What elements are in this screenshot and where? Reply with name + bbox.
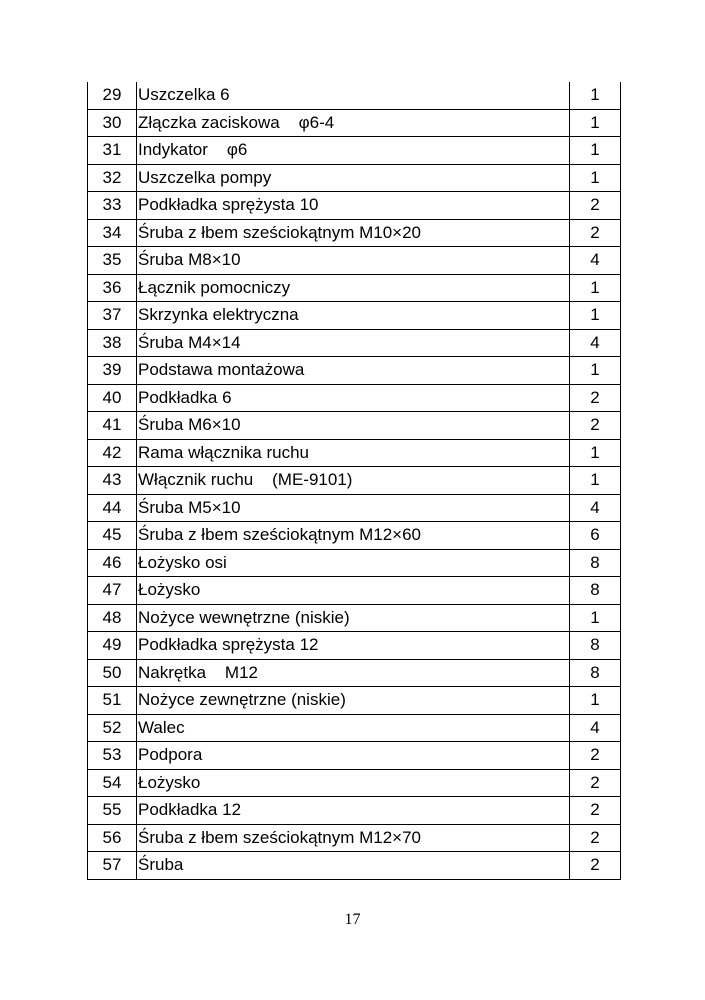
table-row [88, 659, 621, 687]
part-name-cell: Łożysko osi [137, 549, 570, 577]
part-number-cell: 29 [88, 82, 137, 109]
part-name-cell: Łożysko [137, 769, 570, 797]
part-quantity-cell: 1 [570, 82, 621, 109]
part-quantity-cell: 4 [570, 714, 621, 742]
part-quantity-cell: 8 [570, 549, 621, 577]
part-number-cell: 45 [88, 522, 137, 550]
part-name-cell: Śruba [137, 852, 570, 880]
part-number-cell: 54 [88, 769, 137, 797]
table-row [88, 82, 621, 109]
table-row [88, 824, 621, 852]
part-name-cell: Uszczelka 6 [137, 82, 570, 109]
table-row [88, 494, 621, 522]
table-row [88, 769, 621, 797]
table-row [88, 439, 621, 467]
table-row [88, 852, 621, 880]
page-number: 17 [344, 911, 361, 928]
table-row [88, 219, 621, 247]
part-quantity-cell: 1 [570, 439, 621, 467]
part-number-cell: 30 [88, 109, 137, 137]
table-row [88, 247, 621, 275]
table-row [88, 357, 621, 385]
part-quantity-cell: 2 [570, 797, 621, 825]
part-name-cell: Podkładka 6 [137, 384, 570, 412]
part-name-cell: Włącznik ruchu (ME-9101) [137, 467, 570, 495]
part-number-cell: 43 [88, 467, 137, 495]
part-name-cell: Podkładka sprężysta 12 [137, 632, 570, 660]
part-quantity-cell: 1 [570, 687, 621, 715]
part-number-cell: 50 [88, 659, 137, 687]
part-number-cell: 38 [88, 329, 137, 357]
part-number-cell: 57 [88, 852, 137, 880]
part-number-cell: 35 [88, 247, 137, 275]
part-number-cell: 37 [88, 302, 137, 330]
part-number-cell: 44 [88, 494, 137, 522]
part-quantity-cell: 2 [570, 219, 621, 247]
part-name-cell: Podkładka sprężysta 10 [137, 192, 570, 220]
table-row [88, 192, 621, 220]
part-quantity-cell: 2 [570, 769, 621, 797]
part-name-cell: Łożysko [137, 577, 570, 605]
part-number-cell: 32 [88, 164, 137, 192]
part-name-cell: Walec [137, 714, 570, 742]
part-number-cell: 34 [88, 219, 137, 247]
part-number-cell: 33 [88, 192, 137, 220]
part-number-cell: 40 [88, 384, 137, 412]
part-quantity-cell: 6 [570, 522, 621, 550]
part-number-cell: 48 [88, 604, 137, 632]
part-name-cell: Nożyce zewnętrzne (niskie) [137, 687, 570, 715]
table-row [88, 137, 621, 165]
part-quantity-cell: 1 [570, 137, 621, 165]
table-row [88, 164, 621, 192]
part-number-cell: 46 [88, 549, 137, 577]
part-quantity-cell: 2 [570, 824, 621, 852]
part-name-cell: Śruba M4×14 [137, 329, 570, 357]
part-quantity-cell: 1 [570, 109, 621, 137]
table-row [88, 742, 621, 770]
table-row [88, 109, 621, 137]
part-name-cell: Śruba z łbem sześciokątnym M12×70 [137, 824, 570, 852]
part-name-cell: Nożyce wewnętrzne (niskie) [137, 604, 570, 632]
part-number-cell: 53 [88, 742, 137, 770]
part-quantity-cell: 8 [570, 577, 621, 605]
part-name-cell: Nakrętka M12 [137, 659, 570, 687]
table-row [88, 329, 621, 357]
part-number-cell: 41 [88, 412, 137, 440]
part-quantity-cell: 2 [570, 192, 621, 220]
part-name-cell: Śruba z łbem sześciokątnym M10×20 [137, 219, 570, 247]
part-quantity-cell: 4 [570, 247, 621, 275]
part-name-cell: Złączka zaciskowa φ6-4 [137, 109, 570, 137]
parts-table-body [88, 82, 621, 879]
table-row [88, 412, 621, 440]
part-number-cell: 55 [88, 797, 137, 825]
table-row [88, 714, 621, 742]
part-quantity-cell: 1 [570, 467, 621, 495]
part-name-cell: Śruba M6×10 [137, 412, 570, 440]
part-quantity-cell: 2 [570, 852, 621, 880]
part-name-cell: Podstawa montażowa [137, 357, 570, 385]
part-name-cell: Rama włącznika ruchu [137, 439, 570, 467]
part-number-cell: 42 [88, 439, 137, 467]
part-quantity-cell: 1 [570, 357, 621, 385]
part-number-cell: 36 [88, 274, 137, 302]
part-number-cell: 51 [88, 687, 137, 715]
part-quantity-cell: 1 [570, 302, 621, 330]
part-quantity-cell: 2 [570, 412, 621, 440]
part-name-cell: Skrzynka elektryczna [137, 302, 570, 330]
part-number-cell: 47 [88, 577, 137, 605]
table-row [88, 687, 621, 715]
table-row [88, 797, 621, 825]
table-row [88, 549, 621, 577]
part-quantity-cell: 2 [570, 384, 621, 412]
parts-table [87, 82, 621, 880]
part-quantity-cell: 2 [570, 742, 621, 770]
part-number-cell: 56 [88, 824, 137, 852]
part-name-cell: Indykator φ6 [137, 137, 570, 165]
part-number-cell: 49 [88, 632, 137, 660]
table-row [88, 522, 621, 550]
part-number-cell: 52 [88, 714, 137, 742]
part-quantity-cell: 1 [570, 604, 621, 632]
table-row [88, 632, 621, 660]
part-name-cell: Śruba M5×10 [137, 494, 570, 522]
table-row [88, 604, 621, 632]
part-quantity-cell: 8 [570, 659, 621, 687]
part-name-cell: Podkładka 12 [137, 797, 570, 825]
table-row [88, 467, 621, 495]
part-quantity-cell: 8 [570, 632, 621, 660]
table-row [88, 274, 621, 302]
table-row [88, 384, 621, 412]
part-quantity-cell: 4 [570, 329, 621, 357]
table-row [88, 302, 621, 330]
part-quantity-cell: 1 [570, 274, 621, 302]
table-row [88, 577, 621, 605]
part-name-cell: Łącznik pomocniczy [137, 274, 570, 302]
part-name-cell: Uszczelka pompy [137, 164, 570, 192]
part-name-cell: Podpora [137, 742, 570, 770]
part-name-cell: Śruba z łbem sześciokątnym M12×60 [137, 522, 570, 550]
part-name-cell: Śruba M8×10 [137, 247, 570, 275]
part-quantity-cell: 4 [570, 494, 621, 522]
part-number-cell: 31 [88, 137, 137, 165]
part-quantity-cell: 1 [570, 164, 621, 192]
part-number-cell: 39 [88, 357, 137, 385]
